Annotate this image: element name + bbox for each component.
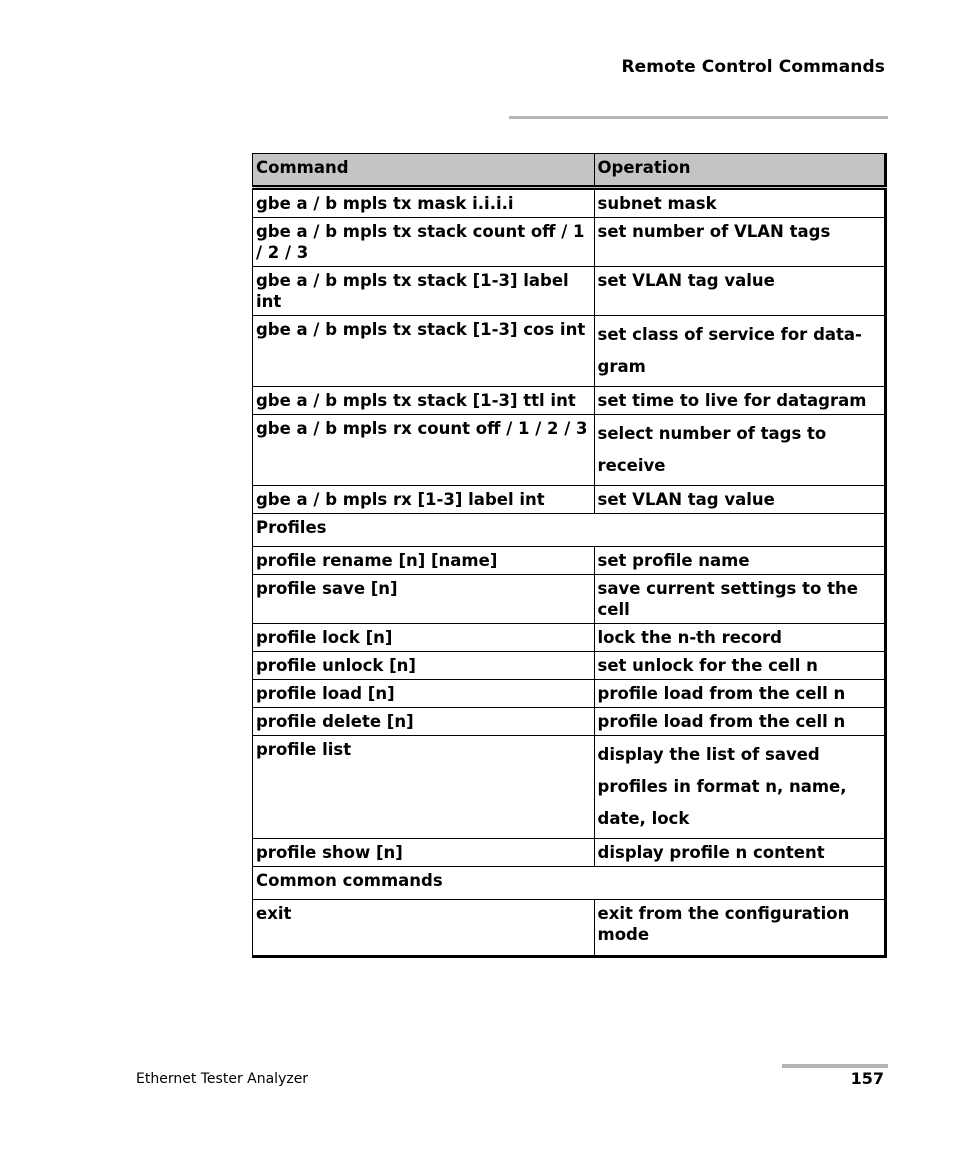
command-cell: profile save [n]: [253, 575, 595, 624]
table-row: [253, 575, 886, 624]
header-rule: [509, 116, 888, 119]
table-row: [253, 387, 886, 415]
table-row: [253, 547, 886, 575]
command-cell: profile rename [n] [name]: [253, 547, 595, 575]
command-cell: profile unlock [n]: [253, 652, 595, 680]
commands-table: [252, 153, 887, 958]
footer-rule: [782, 1064, 888, 1068]
page-number: 157: [850, 1069, 884, 1088]
command-cell: profile delete [n]: [253, 708, 595, 736]
table-row: [253, 415, 886, 486]
command-cell: profile load [n]: [253, 680, 595, 708]
operation-cell: lock the n-th record: [594, 624, 885, 652]
table-row: [253, 624, 886, 652]
command-cell: gbe a / b mpls tx stack [1-3] label int: [253, 267, 595, 316]
table-row: [253, 218, 886, 267]
operation-cell: set time to live for datagram: [594, 387, 885, 415]
command-cell: gbe a / b mpls rx count off / 1 / 2 / 3: [253, 415, 595, 486]
column-header-command: Command: [253, 154, 595, 188]
operation-cell: set number of VLAN tags: [594, 218, 885, 267]
command-cell: gbe a / b mpls rx [1-3] label int: [253, 486, 595, 514]
command-cell: exit: [253, 900, 595, 957]
command-cell: gbe a / b mpls tx mask i.i.i.i: [253, 188, 595, 218]
command-cell: profile list: [253, 736, 595, 839]
operation-cell: save current settings to the cell: [594, 575, 885, 624]
operation-cell: subnet mask: [594, 188, 885, 218]
table-row: [253, 652, 886, 680]
page-header-title: Remote Control Commands: [621, 57, 885, 77]
operation-cell: profile load from the cell n: [594, 708, 885, 736]
command-cell: gbe a / b mpls tx stack [1-3] cos int: [253, 316, 595, 387]
operation-cell: profile load from the cell n: [594, 680, 885, 708]
command-cell: gbe a / b mpls tx stack count off / 1 / 2 / 3: [253, 218, 595, 267]
operation-cell: exit from the configuration mode: [594, 900, 885, 957]
table-body: [253, 188, 886, 957]
operation-cell: set VLAN tag value: [594, 486, 885, 514]
section-heading: Common commands: [253, 867, 886, 900]
table-section-row: [253, 514, 886, 547]
table-section-row: [253, 867, 886, 900]
table-row: [253, 486, 886, 514]
table-row: [253, 900, 886, 957]
operation-cell: select number of tags to receive: [594, 415, 885, 486]
command-cell: profile show [n]: [253, 839, 595, 867]
section-heading: Profiles: [253, 514, 886, 547]
operation-cell: set unlock for the cell n: [594, 652, 885, 680]
command-cell: gbe a / b mpls tx stack [1-3] ttl int: [253, 387, 595, 415]
command-cell: profile lock [n]: [253, 624, 595, 652]
operation-cell: set class of service for data-gram: [594, 316, 885, 387]
table-row: [253, 839, 886, 867]
column-header-operation: Operation: [594, 154, 885, 188]
operation-cell: set VLAN tag value: [594, 267, 885, 316]
table-row: [253, 736, 886, 839]
table-row: [253, 708, 886, 736]
table-header-row: [253, 154, 886, 188]
table-row: [253, 188, 886, 218]
footer-document-title: Ethernet Tester Analyzer: [136, 1071, 309, 1087]
table-row: [253, 267, 886, 316]
table-row: [253, 680, 886, 708]
operation-cell: set profile name: [594, 547, 885, 575]
table-row: [253, 316, 886, 387]
operation-cell: display profile n content: [594, 839, 885, 867]
operation-cell: display the list of saved profiles in format n, name, date, lock: [594, 736, 885, 839]
